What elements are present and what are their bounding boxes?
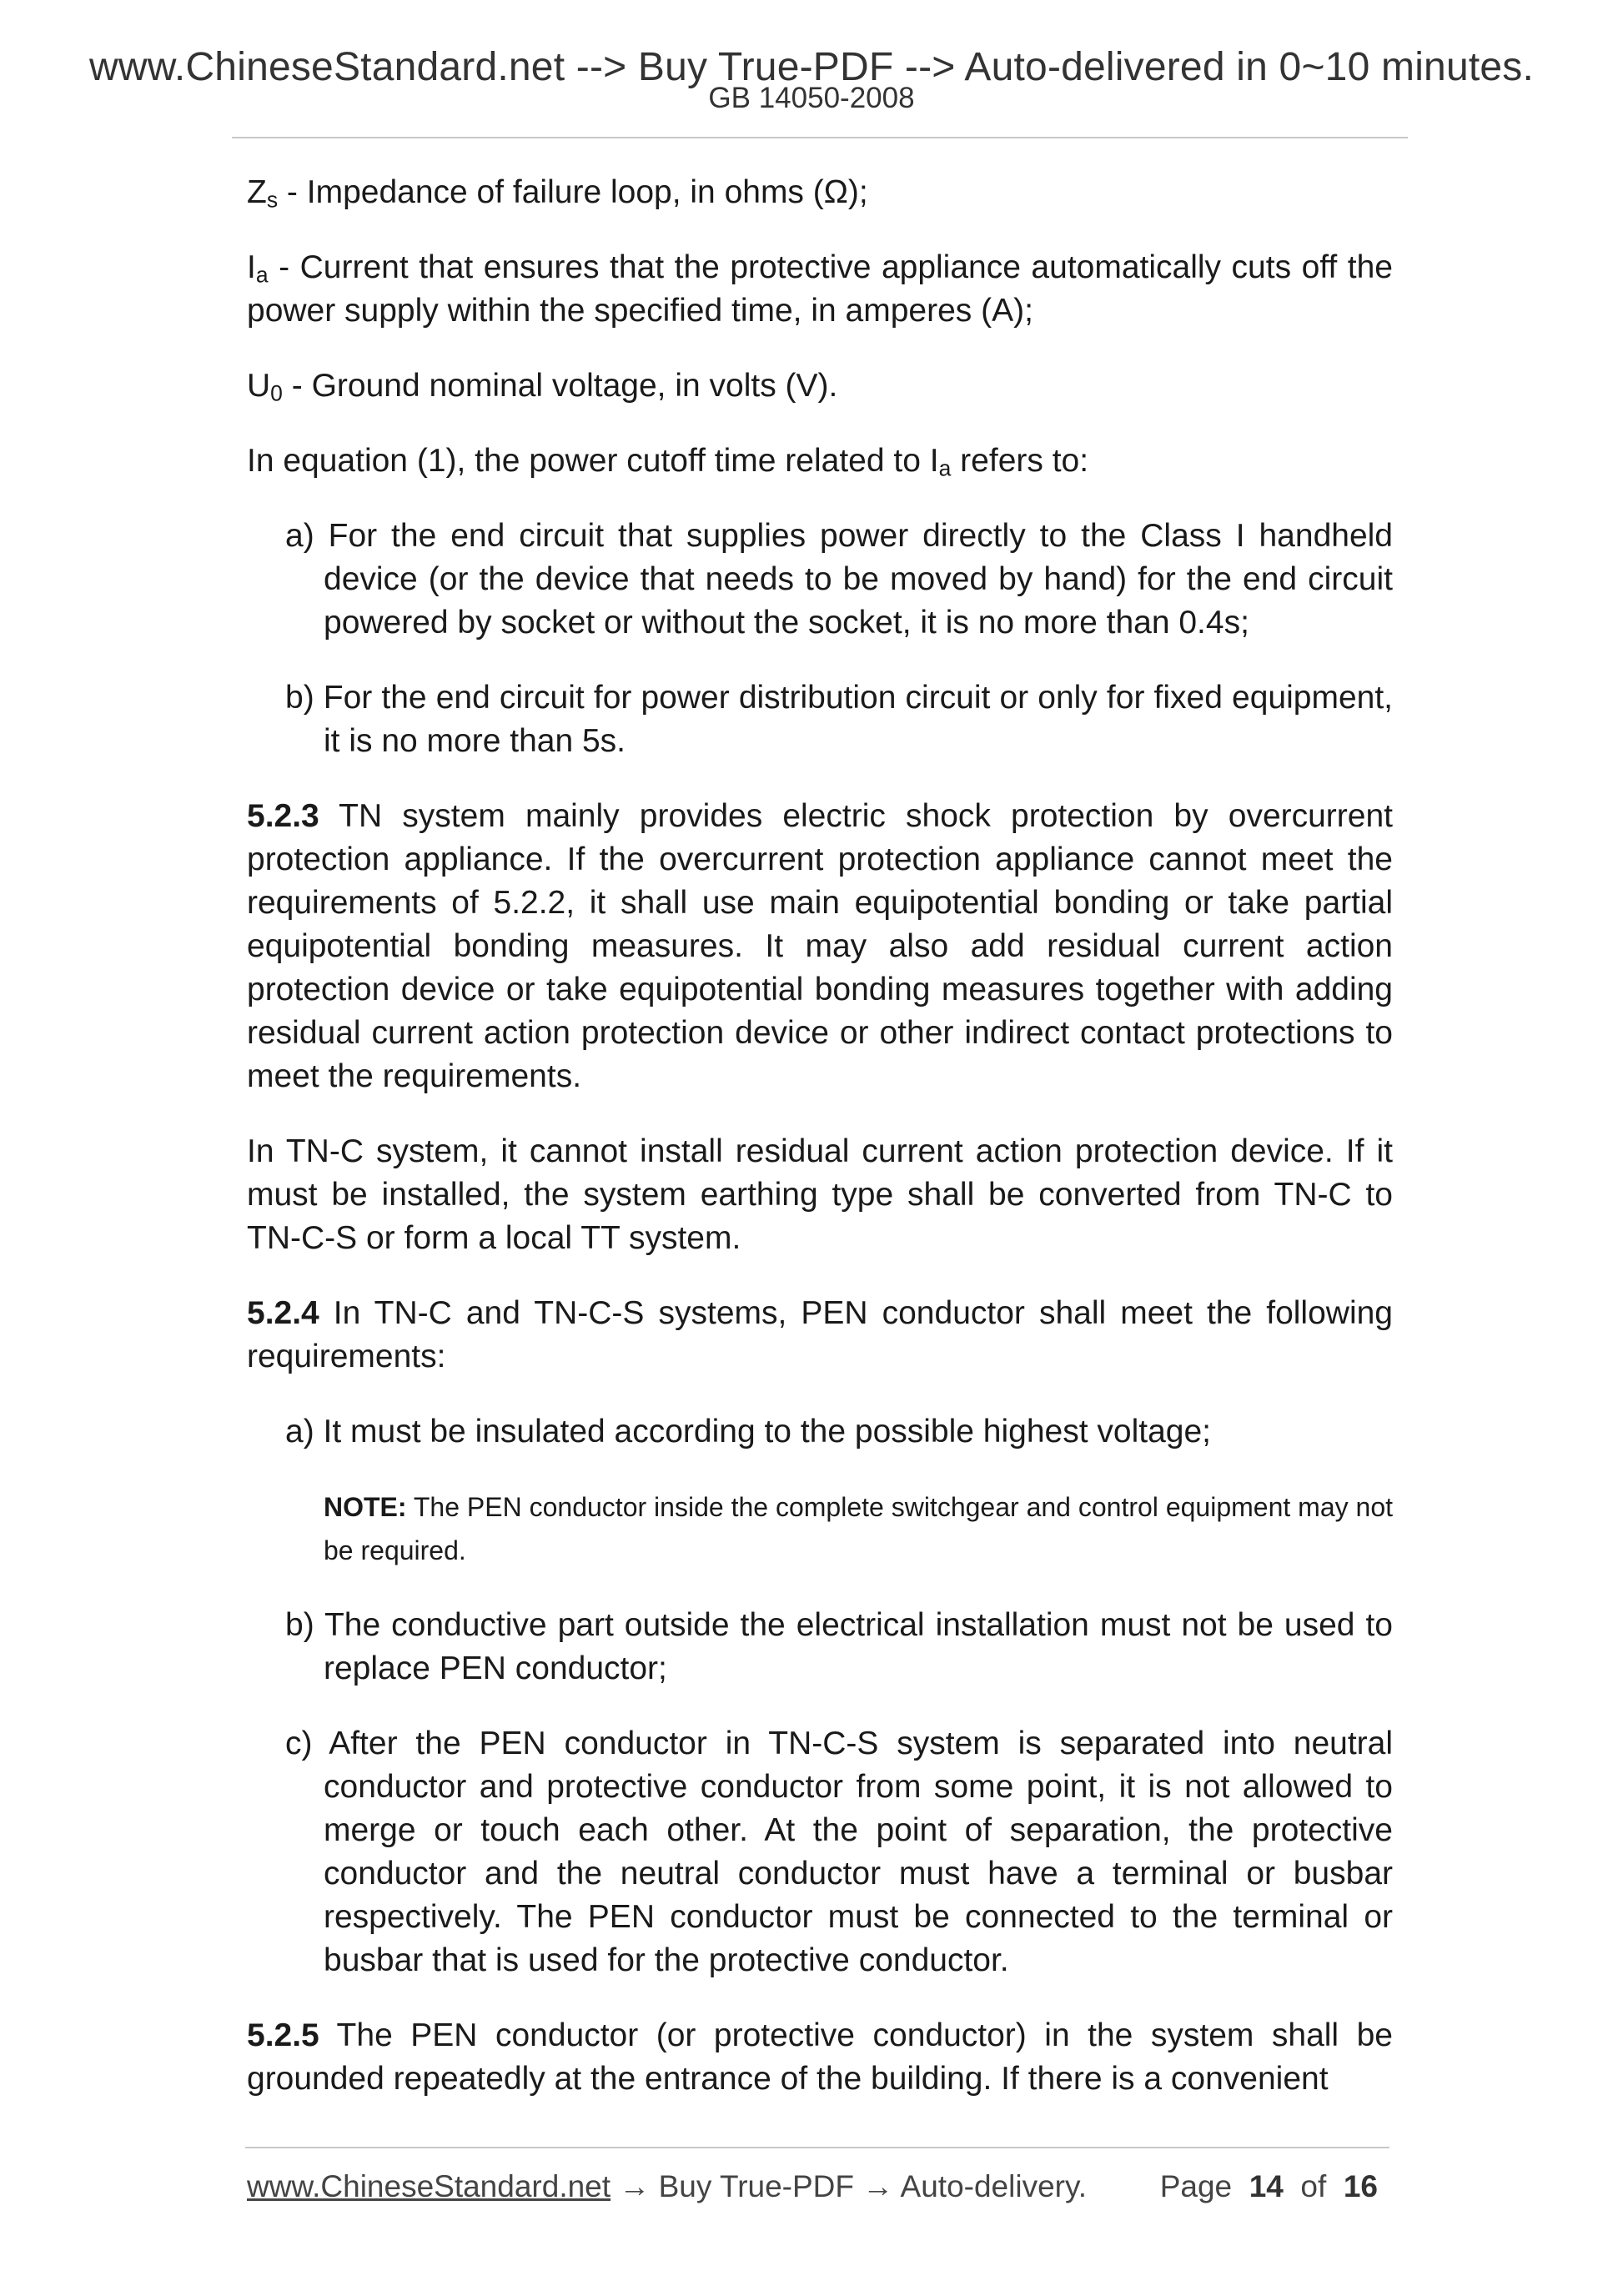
arrow-right-icon: → bbox=[862, 2169, 894, 2203]
definition-ia bbox=[247, 246, 1393, 333]
symbol: U bbox=[247, 368, 271, 404]
clause-5-2-3 bbox=[247, 795, 1393, 1098]
current-page: 14 bbox=[1249, 2169, 1284, 2203]
header-divider bbox=[232, 137, 1408, 138]
clause-5-2-5 bbox=[247, 2014, 1393, 2101]
buy-text: Buy True-PDF bbox=[658, 2169, 855, 2203]
symbol-subscript: s bbox=[266, 187, 279, 213]
symbol: I bbox=[247, 249, 256, 285]
clause-text: TN system mainly provides electric shock protection by overcurrent protection appliance. If the overcurrent protection appliance cannot meet the requirements of 5.2.2, it shall use main equipotential bonding or take partial equipotential bonding measures. It may also add residual current action protection device or take equipotential bonding measures together with adding residual current action protection device or other indirect contact protections to meet the requirements. bbox=[247, 798, 1393, 1094]
symbol-subscript: 0 bbox=[270, 380, 283, 406]
definition-u0 bbox=[247, 364, 1393, 408]
total-pages: 16 bbox=[1343, 2169, 1378, 2203]
clause-text: In TN-C and TN-C-S systems, PEN conductor shall meet the following requirements: bbox=[247, 1295, 1393, 1374]
intro-text: In equation (1), the power cutoff time related to I bbox=[247, 443, 939, 479]
delivery-text: Auto-delivery. bbox=[900, 2169, 1088, 2203]
symbol: Z bbox=[247, 174, 267, 210]
pen-item-a: a) It must be insulated according to the possible highest voltage; bbox=[285, 1414, 1211, 1449]
definition-text: - Ground nominal voltage, in volts (V). bbox=[282, 368, 838, 404]
of-label: of bbox=[1300, 2169, 1327, 2203]
document-id: GB 14050-2008 bbox=[708, 82, 915, 114]
clause-text: The PEN conductor (or protective conductor) in the system shall be grounded repeatedly at the entrance of the building. If there is a convenient bbox=[247, 2017, 1393, 2097]
site-link[interactable]: www.ChineseStandard.net bbox=[247, 2169, 611, 2203]
intro-text-end: refers to: bbox=[951, 443, 1089, 479]
clause-number: 5.2.3 bbox=[247, 798, 319, 834]
page-number bbox=[1160, 2166, 1378, 2208]
pen-item-c: c) After the PEN conductor in TN-C-S system is separated into neutral conductor and protective conductor from some point, it is not allowed to merge or touch each other. At the point of separation, the protective conductor and the neutral conductor must have a terminal or busbar respectively. The PEN conductor must be connected to the terminal or busbar that is used for the protective conductor. bbox=[285, 1726, 1393, 1978]
page-footer bbox=[247, 2166, 1389, 2208]
footer-divider bbox=[245, 2147, 1389, 2148]
clause-number: 5.2.5 bbox=[247, 2017, 319, 2053]
arrow-right-icon: → bbox=[619, 2169, 651, 2203]
page-content bbox=[247, 171, 1393, 2133]
pen-item-b: b) The conductive part outside the electrical installation must not be used to replace PEN conductor; bbox=[285, 1607, 1393, 1686]
cutoff-item-a: a) For the end circuit that supplies power directly to the Class I handheld device (or the device that needs to be moved by hand) for the end circuit powered by socket or without the socket, it is no more than 0.4s; bbox=[285, 518, 1393, 641]
definition-text: - Impedance of failure loop, in ohms (Ω); bbox=[278, 174, 868, 210]
symbol-subscript: a bbox=[255, 262, 269, 288]
cutoff-intro bbox=[247, 440, 1393, 483]
tn-c-paragraph: In TN-C system, it cannot install residual current action protection device. If it must be installed, the system earthing type shall be converted from TN-C to TN-C-S or form a local TT system. bbox=[247, 1133, 1393, 1256]
note bbox=[247, 1485, 1393, 1572]
clause-5-2-4 bbox=[247, 1292, 1393, 1379]
note-label: NOTE: bbox=[324, 1492, 407, 1522]
footer-links bbox=[247, 2166, 1087, 2208]
clause-number: 5.2.4 bbox=[247, 1295, 319, 1331]
header-banner: www.ChineseStandard.net --> Buy True-PDF --> Auto-delivered in 0~10 minutes. bbox=[88, 45, 1535, 89]
definition-zs bbox=[247, 171, 1393, 214]
definition-text: - Current that ensures that the protective appliance automatically cuts off the power supply within the specified time, in amperes (A); bbox=[247, 249, 1393, 329]
note-text: The PEN conductor inside the complete switchgear and control equipment may not be required. bbox=[324, 1492, 1393, 1565]
cutoff-item-b: b) For the end circuit for power distribution circuit or only for fixed equipment, it is no more than 5s. bbox=[285, 680, 1393, 759]
intro-subscript: a bbox=[938, 455, 952, 481]
page-label: Page bbox=[1159, 2169, 1233, 2203]
